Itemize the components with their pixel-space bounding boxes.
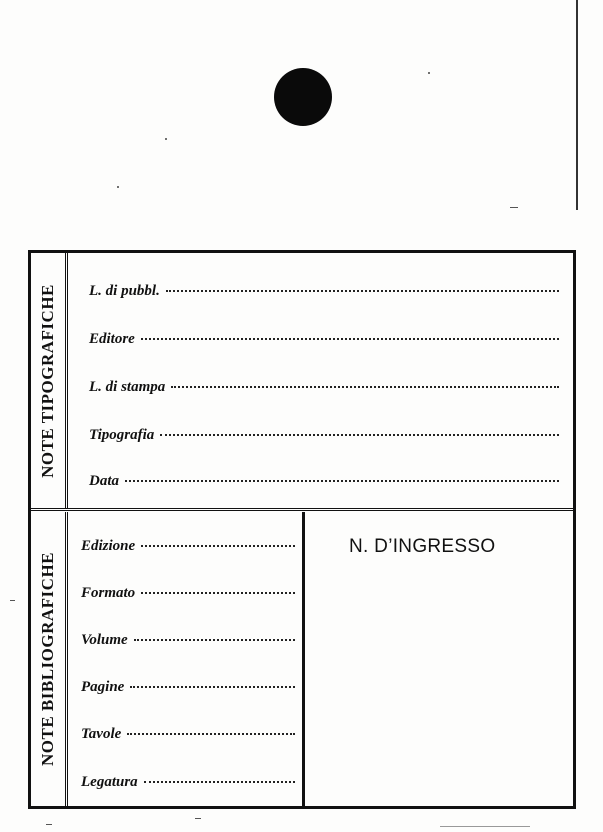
dotted-line (144, 781, 295, 783)
field-editore (89, 331, 559, 348)
paper-mark (195, 818, 201, 819)
dotted-line (141, 592, 295, 594)
field-label: Volume (81, 632, 128, 648)
note-tipografiche-title: NOTE TIPOGRAFICHE (38, 283, 57, 478)
paper-mark (440, 826, 530, 827)
field-luogo-pubblicazione (89, 283, 559, 300)
note-bibliografiche-band (31, 512, 68, 806)
note-tipografiche-band (31, 253, 68, 508)
paper-speck (117, 186, 119, 188)
field-label: Editore (89, 331, 135, 347)
dotted-line (134, 639, 295, 641)
note-bibliografiche-title: NOTE BIBLIOGRAFICHE (38, 551, 57, 767)
dotted-line (166, 290, 559, 292)
field-formato (81, 585, 295, 602)
field-label: L. di pubbl. (89, 283, 160, 299)
dotted-line (125, 480, 559, 482)
catalog-card (28, 250, 576, 809)
paper-mark (510, 207, 518, 208)
field-legatura (81, 774, 295, 791)
punch-hole (274, 68, 332, 126)
paper-speck (428, 72, 430, 74)
paper-speck (165, 138, 167, 140)
field-label: Edizione (81, 538, 136, 554)
dotted-line (127, 733, 295, 735)
field-edizione (81, 538, 295, 555)
note-bibliografiche-section (31, 512, 573, 806)
field-pagine (81, 679, 295, 696)
numero-ingresso-label: N. D’INGRESSO (349, 536, 496, 557)
field-label: Tipografia (89, 427, 155, 443)
field-label: Legatura (81, 774, 138, 790)
field-data (89, 473, 559, 490)
paper-mark (10, 600, 15, 601)
column-divider (302, 512, 305, 806)
field-label: Tavole (81, 726, 122, 742)
field-label: L. di stampa (89, 379, 166, 395)
paper-mark (46, 824, 52, 825)
note-tipografiche-section (31, 253, 573, 511)
dotted-line (141, 545, 295, 547)
field-tavole (81, 726, 295, 743)
field-label: Formato (81, 585, 136, 601)
field-label: Pagine (81, 679, 125, 695)
field-tipografia (89, 427, 559, 444)
dotted-line (141, 338, 559, 340)
field-volume (81, 632, 295, 649)
field-label: Data (89, 473, 119, 489)
dotted-line (130, 686, 295, 688)
dotted-line (171, 386, 559, 388)
dotted-line (160, 434, 559, 436)
card-edge-line (576, 0, 578, 210)
field-luogo-stampa (89, 379, 559, 396)
